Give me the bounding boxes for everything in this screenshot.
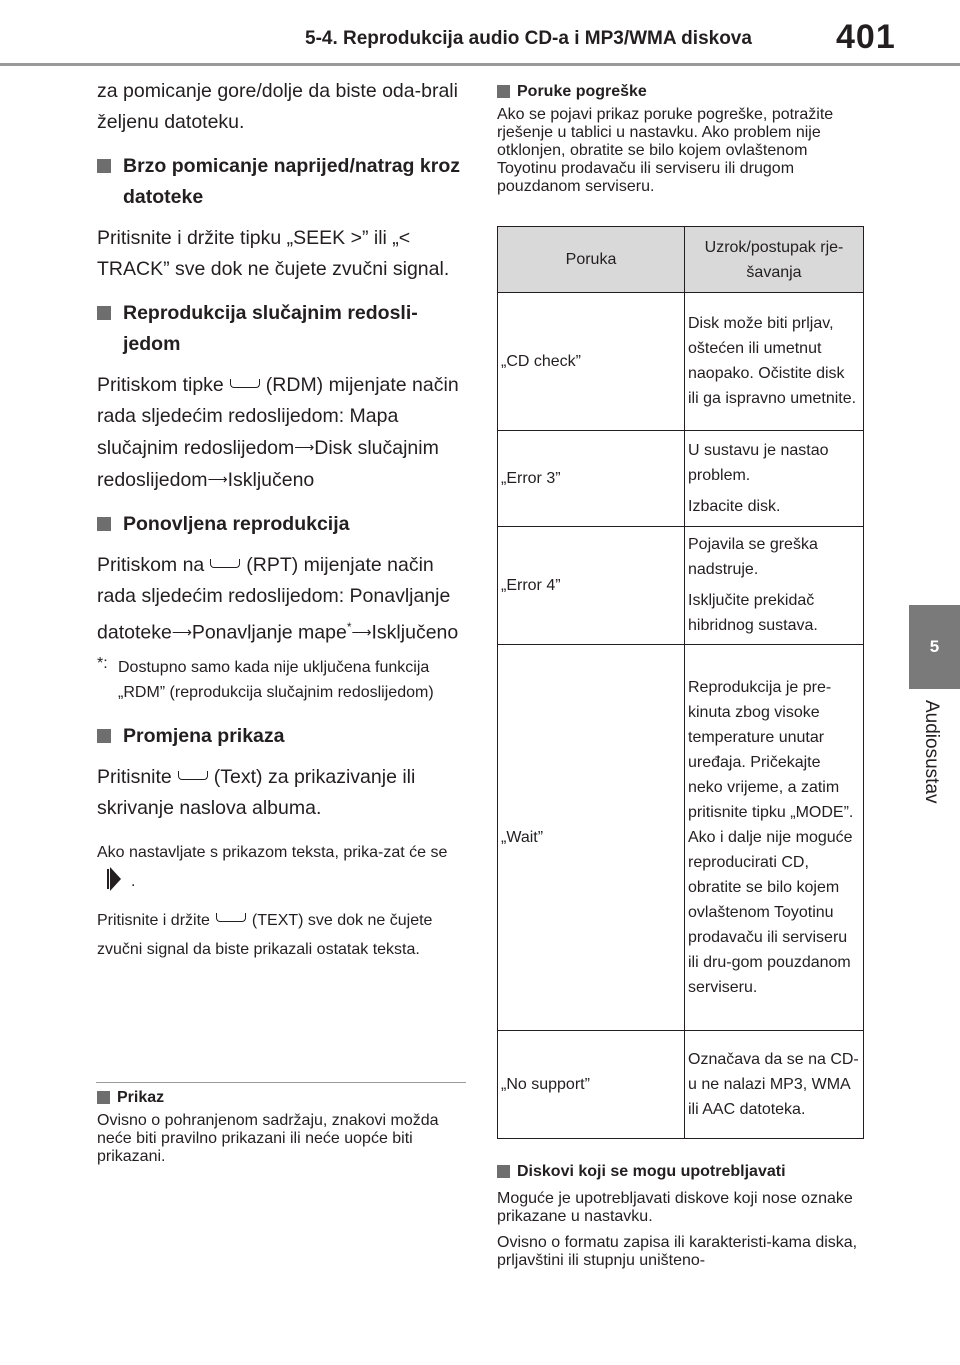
heading-repeat: Ponovljena reprodukcija [97,509,469,540]
footnote: *: Dostupno samo kada nije uključena funkcija „RDM” (reprodukcija slučajnim redoslijedom) [97,654,434,701]
error-message: „No support” [498,1031,685,1139]
error-message: „Error 4” [498,527,685,645]
chapter-tab [909,605,960,689]
errors-text: Ako se pojavi prikaz poruke pogreške, potražite rješenje u tablici u nastavku. Ako problem nije otklonjen, obratite se bilo kojem ovlaštenom Toyotinu prodavaču ili serviseru ili drugom pouzdanom serviseru. [497,106,834,195]
section-title: 5-4. Reprodukcija audio CD-a i MP3/WMA diskova [305,28,752,49]
button-icon [210,559,240,568]
display-info [97,1088,467,1166]
section-divider [96,1082,466,1083]
button-icon [178,771,208,780]
button-icon [216,913,246,922]
error-cause: U sustavu je nastao problem. Izbacite disk. [685,431,864,527]
square-bullet-icon [497,1165,510,1178]
error-cause: Disk može biti prljav, oštećen ili umetnut naopako. Očistite disk ili ga ispravno umetnite. [685,293,864,431]
left-column [97,76,469,964]
table-row [498,1031,864,1139]
display-text: Pritisnite (Text) za prikazivanje ili skrivanje naslova albuma. [97,765,416,819]
error-cause: Označava da se na CD-u ne nalazi MP3, WMA ili AAC datoteka. [685,1031,864,1139]
heading-random: Reprodukcija slučajnim redosli-jedom [97,298,469,360]
error-cause: Reprodukcija je pre-kinuta zbog visoke temperature unutar uređaja. Pričekajte neko vrijeme, a zatim pritisnite tipku „MODE”. Ako i dalje nije moguće reproducirati CD, obratite se bilo kojem ovlaštenom Toyotinu prodavaču ili serviseru ili dru-gom pouzdanom serviseru. [685,645,864,1031]
square-bullet-icon [97,1091,110,1104]
error-cause: Pojavila se greška nadstruje. Isključite prekidač hibridnog sustava. [685,527,864,645]
arrow-right-icon: ⟶ [207,471,228,487]
discs-text-2: Ovisno o formatu zapisa ili karakteristi-kama diska, prljavštini ili stupnju uništeno- [497,1234,858,1269]
arrow-right-icon: ⟶ [294,439,315,455]
repeat-text: Pritiskom na (RPT) mijenjate način rada sljedećim redoslijedom: Ponavljanje datoteke⟶Ponavljanje mape*⟶Isključeno [97,550,469,649]
fast-forward-text: Pritisnite i držite tipku „SEEK >” ili „< TRACK” sve dok ne čujete zvučni signal. [97,227,450,280]
chapter-label: Audiosustav [921,700,942,804]
button-icon [230,379,260,388]
error-table [497,226,864,1139]
error-message: „Wait” [498,645,685,1031]
square-bullet-icon [97,517,111,531]
heading-errors: Poruke pogreške [497,82,867,102]
square-bullet-icon [497,85,510,98]
chapter-number: 5 [929,637,940,656]
square-bullet-icon [97,306,111,320]
heading-discs: Diskovi koji se mogu upotrebljavati [497,1162,867,1182]
header-rule [0,63,960,66]
table-row [498,293,864,431]
display-note-1: Ako nastavljate s prikazom teksta, prika-zat će se. [97,843,448,890]
prikaz-text: Ovisno o pohranjenom sadržaju, znakovi možda neće biti pravilno prikazani ili neće uopće biti prikazani. [97,1112,439,1165]
arrow-right-icon: ⟶ [171,623,192,640]
error-message: „Error 3” [498,431,685,527]
table-header-row [498,227,864,293]
display-note-2: Pritisnite i držite (TEXT) sve dok ne čujete zvučni signal da biste prikazali ostatak teksta. [97,911,433,958]
random-text: Pritiskom tipke (RDM) mijenjate način rada sljedećim redoslijedom: Mapa slučajnim redoslijedom⟶Disk slučajnim redoslijedom⟶Isključeno [97,370,469,496]
table-row [498,431,864,527]
heading-fast-forward: Brzo pomicanje naprijed/natrag kroz datoteke [97,151,469,213]
square-bullet-icon [97,159,111,173]
table-header-message: Poruka [498,227,685,293]
intro-text: za pomicanje gore/dolje da biste oda-brali željenu datoteku. [97,80,458,133]
discs-section [497,1162,867,1270]
table-row [498,527,864,645]
square-bullet-icon [97,729,111,743]
scroll-indicator-icon [107,867,121,891]
heading-prikaz: Prikaz [97,1088,467,1108]
discs-text-1: Moguće je upotrebljavati diskove koji nose oznake prikazane u nastavku. [497,1190,853,1225]
error-message: „CD check” [498,293,685,431]
arrow-right-icon: ⟶ [351,623,372,640]
table-header-cause: Uzrok/postupak rje-šavanja [685,227,864,293]
page-number: 401 [836,18,896,56]
heading-display: Promjena prikaza [97,721,469,752]
table-row [498,645,864,1031]
right-column [497,82,867,196]
